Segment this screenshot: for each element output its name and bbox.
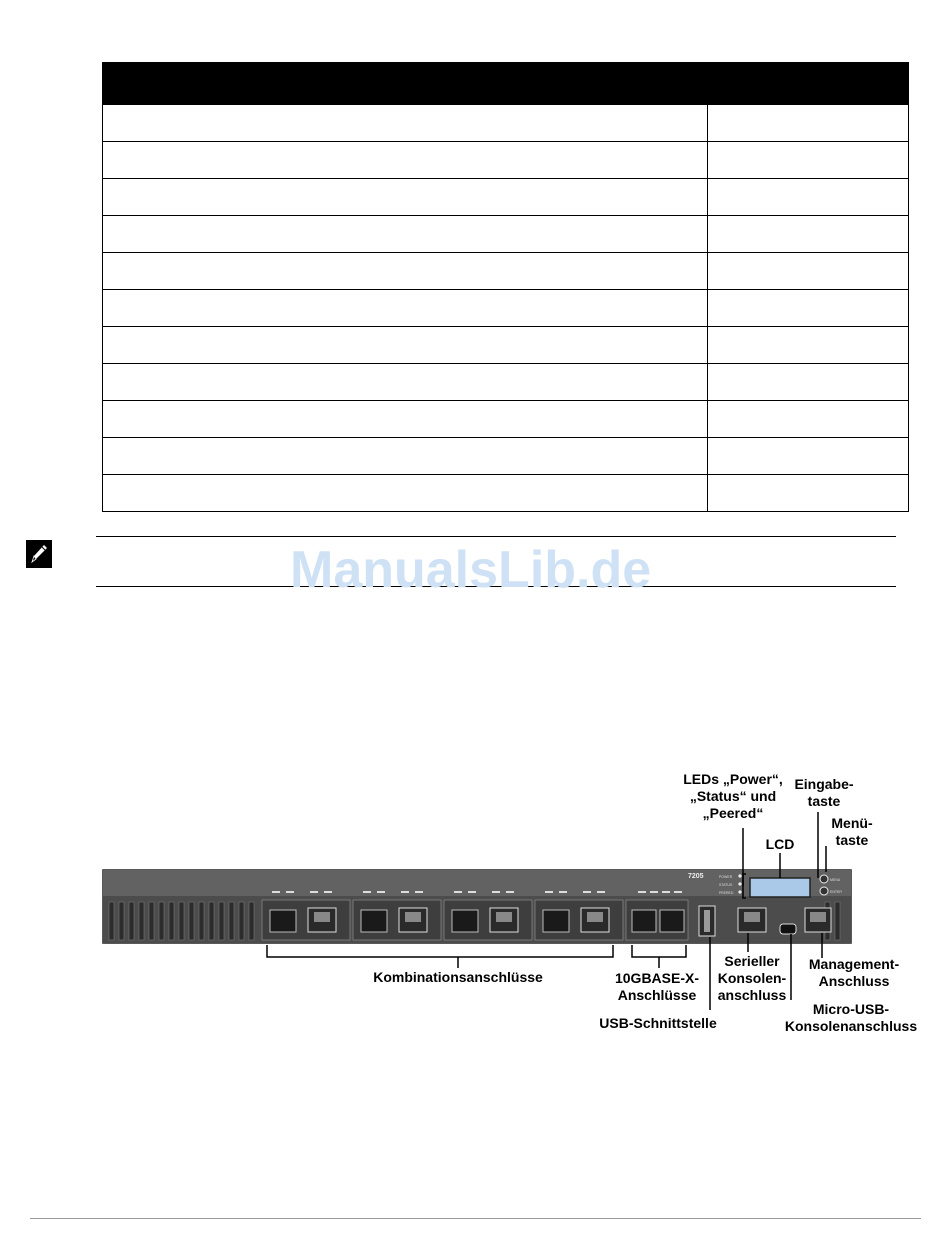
callout-leds-line2: „Status“ und	[689, 788, 777, 804]
callout-serial-console	[712, 953, 792, 1004]
table-cell	[103, 216, 708, 253]
callout-serial-line2: Konsolen-	[717, 970, 787, 986]
device-front-panel	[0, 860, 950, 960]
table-row	[103, 142, 909, 179]
watermark: ManualsLib.de	[290, 541, 652, 599]
device-model-label: 7205	[688, 873, 704, 880]
spec-table	[102, 62, 909, 512]
table-header-cell	[103, 63, 708, 105]
led-label-power: POWER	[719, 875, 733, 879]
table-cell	[708, 253, 909, 290]
table-cell	[708, 438, 909, 475]
callout-leds-line3: „Peered“	[702, 805, 764, 821]
callout-mgmt-line1: Management-	[808, 956, 900, 972]
table-cell	[708, 364, 909, 401]
led-label-peered: PEERED	[719, 891, 734, 895]
callout-enter-line1: Eingabe-	[794, 776, 854, 792]
callout-menu-line1: Menü-	[831, 815, 873, 831]
table-row	[103, 475, 909, 512]
callout-10gbase-line1: 10GBASE-X-	[614, 970, 700, 986]
table-cell	[103, 475, 708, 512]
table-cell	[708, 142, 909, 179]
footer-rule	[30, 1218, 921, 1219]
table-row	[103, 438, 909, 475]
table-cell	[708, 475, 909, 512]
table-cell	[708, 216, 909, 253]
table-header-cell	[708, 63, 909, 105]
table-cell	[103, 179, 708, 216]
table-cell	[708, 290, 909, 327]
callout-combo-ports: Kombinationsanschlüsse	[373, 969, 543, 985]
table-cell	[103, 253, 708, 290]
callout-serial-line1: Serieller	[724, 953, 780, 969]
button-label-enter: ENTER	[830, 890, 842, 894]
table-row	[103, 401, 909, 438]
table-cell	[708, 401, 909, 438]
table-cell	[103, 290, 708, 327]
callout-usb: USB-Schnittstelle	[599, 1015, 717, 1031]
callout-management-port	[800, 956, 908, 990]
callout-enter-button	[788, 776, 860, 810]
callout-enter-line2: taste	[807, 793, 841, 809]
callout-serial-line3: anschluss	[717, 987, 787, 1003]
table-header-row	[103, 63, 909, 105]
table-cell	[708, 327, 909, 364]
callout-10gbase-ports	[606, 970, 708, 1004]
table-cell	[103, 438, 708, 475]
table-row	[103, 253, 909, 290]
callout-menu-button	[826, 815, 878, 849]
table-row	[103, 364, 909, 401]
table-row	[103, 179, 909, 216]
table-row	[103, 327, 909, 364]
callout-menu-line2: taste	[835, 832, 869, 848]
callout-leds-line1: LEDs „Power“,	[683, 771, 783, 787]
table-cell	[103, 105, 708, 142]
table-row	[103, 105, 909, 142]
callout-leds	[680, 771, 786, 822]
callout-10gbase-line2: Anschlüsse	[617, 987, 697, 1003]
button-label-menu: MENU	[830, 878, 841, 882]
led-label-status: STATUS	[719, 883, 733, 887]
callout-micro-line1: Micro-USB-	[812, 1001, 890, 1017]
table-cell	[103, 142, 708, 179]
table-row	[103, 216, 909, 253]
table-cell	[103, 401, 708, 438]
pencil-note-icon	[26, 540, 52, 568]
table-cell	[708, 179, 909, 216]
callout-micro-usb-console	[780, 1001, 922, 1035]
table-cell	[103, 327, 708, 364]
callout-lcd: LCD	[765, 836, 795, 852]
callout-micro-line2: Konsolenanschluss	[784, 1018, 918, 1034]
callout-mgmt-line2: Anschluss	[818, 973, 890, 989]
table-cell	[103, 364, 708, 401]
note-top-rule	[96, 536, 896, 537]
table-cell	[708, 105, 909, 142]
table-row	[103, 290, 909, 327]
